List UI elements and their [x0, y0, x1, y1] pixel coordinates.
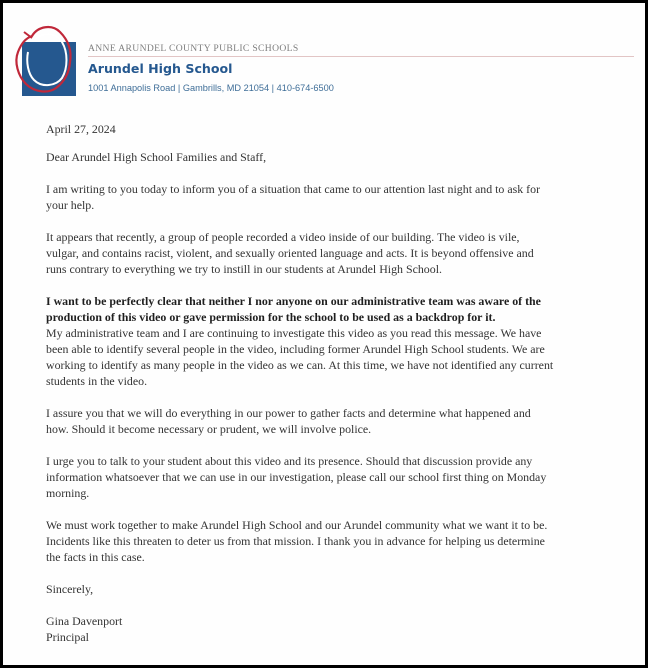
school-name: Arundel High School — [88, 61, 233, 76]
paragraph-1 — [46, 181, 636, 213]
school-address: 1001 Annapolis Road | Gambrills, MD 21054 | 410-674-6500 — [88, 83, 334, 93]
paragraph-2 — [46, 229, 636, 277]
text-line: I urge you to talk to your student about this video and its presence. Should that discussion provide any — [46, 454, 533, 468]
text-line: students in the video. — [46, 374, 148, 388]
aacps-logo-icon — [12, 22, 76, 98]
letterhead-rule — [88, 56, 634, 57]
salutation: Dear Arundel High School Families and Staff, — [46, 150, 267, 164]
text-line: vulgar, and contains racist, violent, and sexually oriented language and acts. It is beyond offensive and — [46, 246, 534, 260]
text-line: information whatsoever that we can use in our investigation, please call our school first thing on Monday — [46, 470, 547, 484]
district-name: ANNE ARUNDEL COUNTY PUBLIC SCHOOLS — [88, 43, 299, 54]
text-line: We must work together to make Arundel High School and our Arundel community what we want it to be. — [46, 518, 548, 532]
text-line: Incidents like this threaten to deter us from that mission. I thank you in advance for helping us determine — [46, 534, 545, 548]
text-line: how. Should it become necessary or prudent, we will involve police. — [46, 422, 372, 436]
text-line: production of this video or gave permission for the school to be used as a backdrop for it. — [46, 310, 496, 324]
text-line: My administrative team and I are continuing to investigate this video as you read this message. We have — [46, 326, 542, 340]
text-line: It appears that recently, a group of people recorded a video inside of our building. The video is vile, — [46, 230, 520, 244]
text-line: I am writing to you today to inform you of a situation that came to our attention last night and to ask for — [46, 182, 541, 196]
text-line: I want to be perfectly clear that neither I nor anyone on our administrative team was aware of the — [46, 294, 541, 308]
closing: Sincerely, — [46, 582, 94, 596]
signer-name: Gina Davenport — [46, 614, 123, 628]
text-line: morning. — [46, 486, 90, 500]
letter-page — [3, 3, 645, 665]
paragraph-bold-statement — [46, 293, 636, 325]
paragraph-5 — [46, 405, 636, 437]
text-line: working to identify as many people in the video as we can. At this time, we have not identified any current — [46, 358, 554, 372]
signature-block — [46, 613, 636, 645]
paragraph-7 — [46, 517, 636, 565]
signer-title: Principal — [46, 630, 89, 644]
text-line: I assure you that we will do everything in our power to gather facts and determine what happened and — [46, 406, 531, 420]
letter-body — [46, 121, 636, 661]
text-line: been able to identify several people in the video, including former Arundel High School students. We are — [46, 342, 545, 356]
paragraph-6 — [46, 453, 636, 501]
text-line: your help. — [46, 198, 95, 212]
text-line: the facts in this case. — [46, 550, 145, 564]
text-line: runs contrary to everything we try to instill in our students at Arundel High School. — [46, 262, 442, 276]
paragraph-4 — [46, 325, 636, 389]
letter-date: April 27, 2024 — [46, 122, 116, 136]
